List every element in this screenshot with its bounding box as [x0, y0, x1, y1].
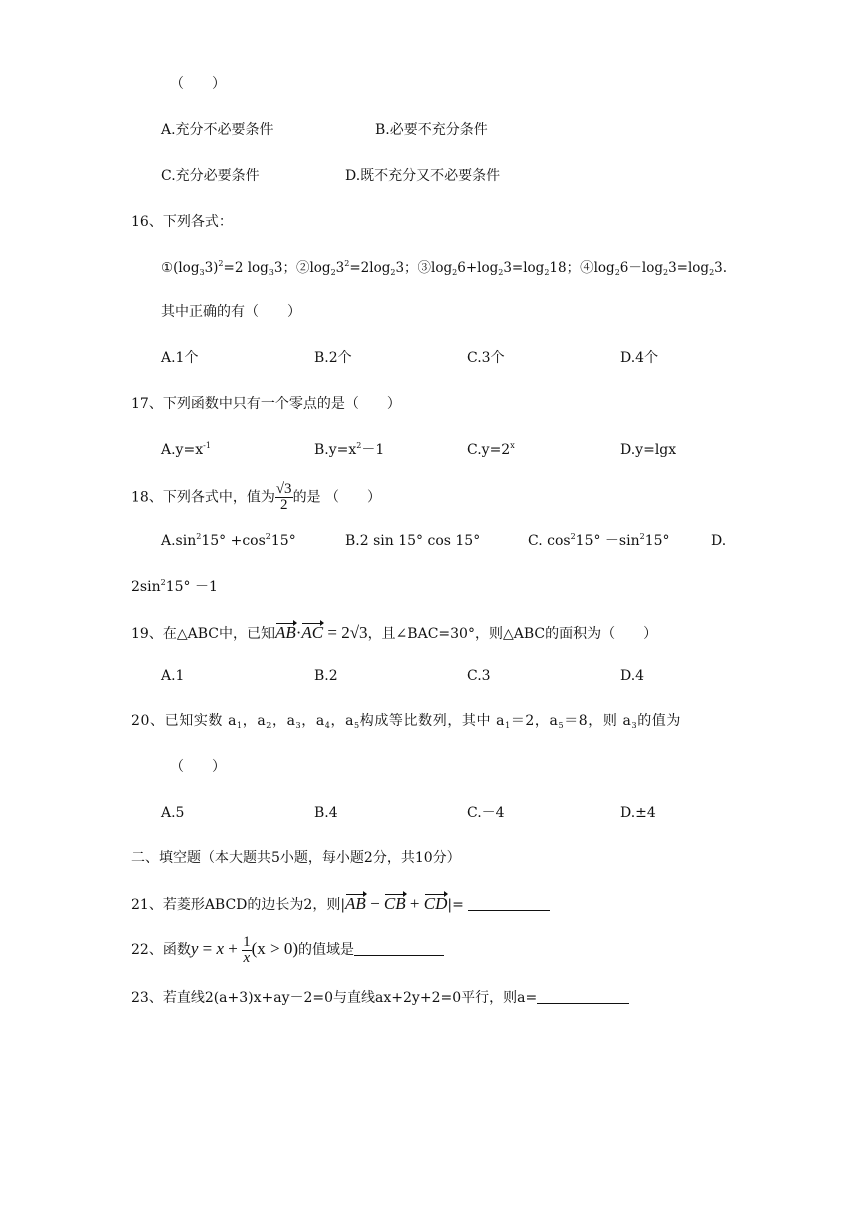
q21-answer-blank[interactable] [468, 910, 550, 911]
q17-option-b: $B.y=x^2-1$ [314, 441, 385, 458]
q16-option-b: B.2个 [314, 350, 352, 366]
section-heading: 二、填空题（本大题共5小题，每小题2分，共10分） [131, 850, 461, 866]
q22-fraction: $\frac{1}{x}$ [243, 933, 251, 966]
q17-stem: 17、下列函数中只有一个零点的是（ ） [131, 396, 401, 412]
q19-stem: 19、在△ABC中，已知AB·AC = 2√3，且∠BAC=30°，则△ABC的面积为（ ） [131, 623, 658, 642]
q19-option-a: A.1 [161, 668, 185, 684]
q16-option-d: D.4个 [620, 350, 659, 366]
vector-ac: AC [301, 623, 324, 642]
vector-ab: AB [345, 894, 366, 913]
q20-option-c: C.－4 [467, 805, 505, 821]
q20-option-b: B.4 [314, 805, 338, 821]
q17-option-a: $A.y=x^{-1}$ [161, 441, 211, 458]
q15-option-c: C.充分必要条件 [161, 168, 260, 184]
q15-option-d: D.既不充分又不必要条件 [345, 168, 501, 184]
vector-cb: CB [383, 894, 406, 913]
q16-option-a: A.1个 [161, 350, 199, 366]
q18-fraction: $\frac{√3}{2}$ [275, 481, 292, 513]
q19-option-b: B.2 [314, 668, 338, 684]
q18-stem: 18、下列各式中，值为 $\frac{√3}{2}$ 的是 （ ） [131, 481, 382, 513]
q16-formula: $①(\log_33)^2=2$ $\log_33$；$②\log_23^2=2\log_23$；$③\log_26+\log_23=\log_218$；$④\log_26-\log_23=\log_23$. [161, 259, 728, 277]
q16-stem: 16、下列各式： [131, 214, 233, 230]
q17-option-c: $C.y=2^x$ [467, 441, 515, 458]
q16-option-c: C.3个 [467, 350, 505, 366]
vector-ab: AB [274, 623, 296, 642]
q21-stem: 21、若菱形ABCD的边长为2，则|AB − CB + CD|= [131, 893, 550, 916]
q23-answer-blank[interactable] [537, 1003, 629, 1004]
q23-stem: 23、若直线2(a+3)x+ay－2=0与直线ax+2y+2=0平行，则a= [131, 988, 629, 1008]
q18-option-b: B.2 sin 15° cos 15° [345, 533, 481, 549]
q15-paren: （ ） [170, 76, 226, 92]
q20-paren: （ ） [170, 759, 226, 775]
q17-option-d: D.y=lgx [620, 442, 677, 458]
q16-question: 其中正确的有（ ） [161, 304, 301, 320]
q18-option-c: C. $\cos^215^\circ -\sin^215^\circ$ [528, 532, 670, 549]
q20-option-a: A.5 [161, 805, 185, 821]
q15-option-b: B.必要不充分条件 [375, 122, 488, 138]
q19-option-d: D.4 [620, 668, 645, 684]
q22-answer-blank[interactable] [354, 955, 444, 956]
q18-option-d-label: D. [711, 533, 727, 549]
q18-option-d: $2\sin^215^\circ -1$ [131, 578, 218, 595]
q20-stem: 20、已知实数 $a_1$，$a_2$，$a_3$，$a_4$，$a_5$构成等比数列，其中 $a_1=2$，$a_5=8$，则 $a_3$的值为 [131, 713, 682, 730]
vector-cd: CD [423, 894, 448, 913]
q20-option-d: D.±4 [620, 805, 656, 821]
q15-option-a: A.充分不必要条件 [161, 122, 274, 138]
q19-option-c: C.3 [467, 668, 491, 684]
q18-option-a: $A.\sin^215^\circ +\cos^215^\circ$ [161, 532, 296, 549]
q22-stem: 22、函数y = x + $\frac{1}{x}$ (x > 0)的值域是 [131, 934, 444, 966]
